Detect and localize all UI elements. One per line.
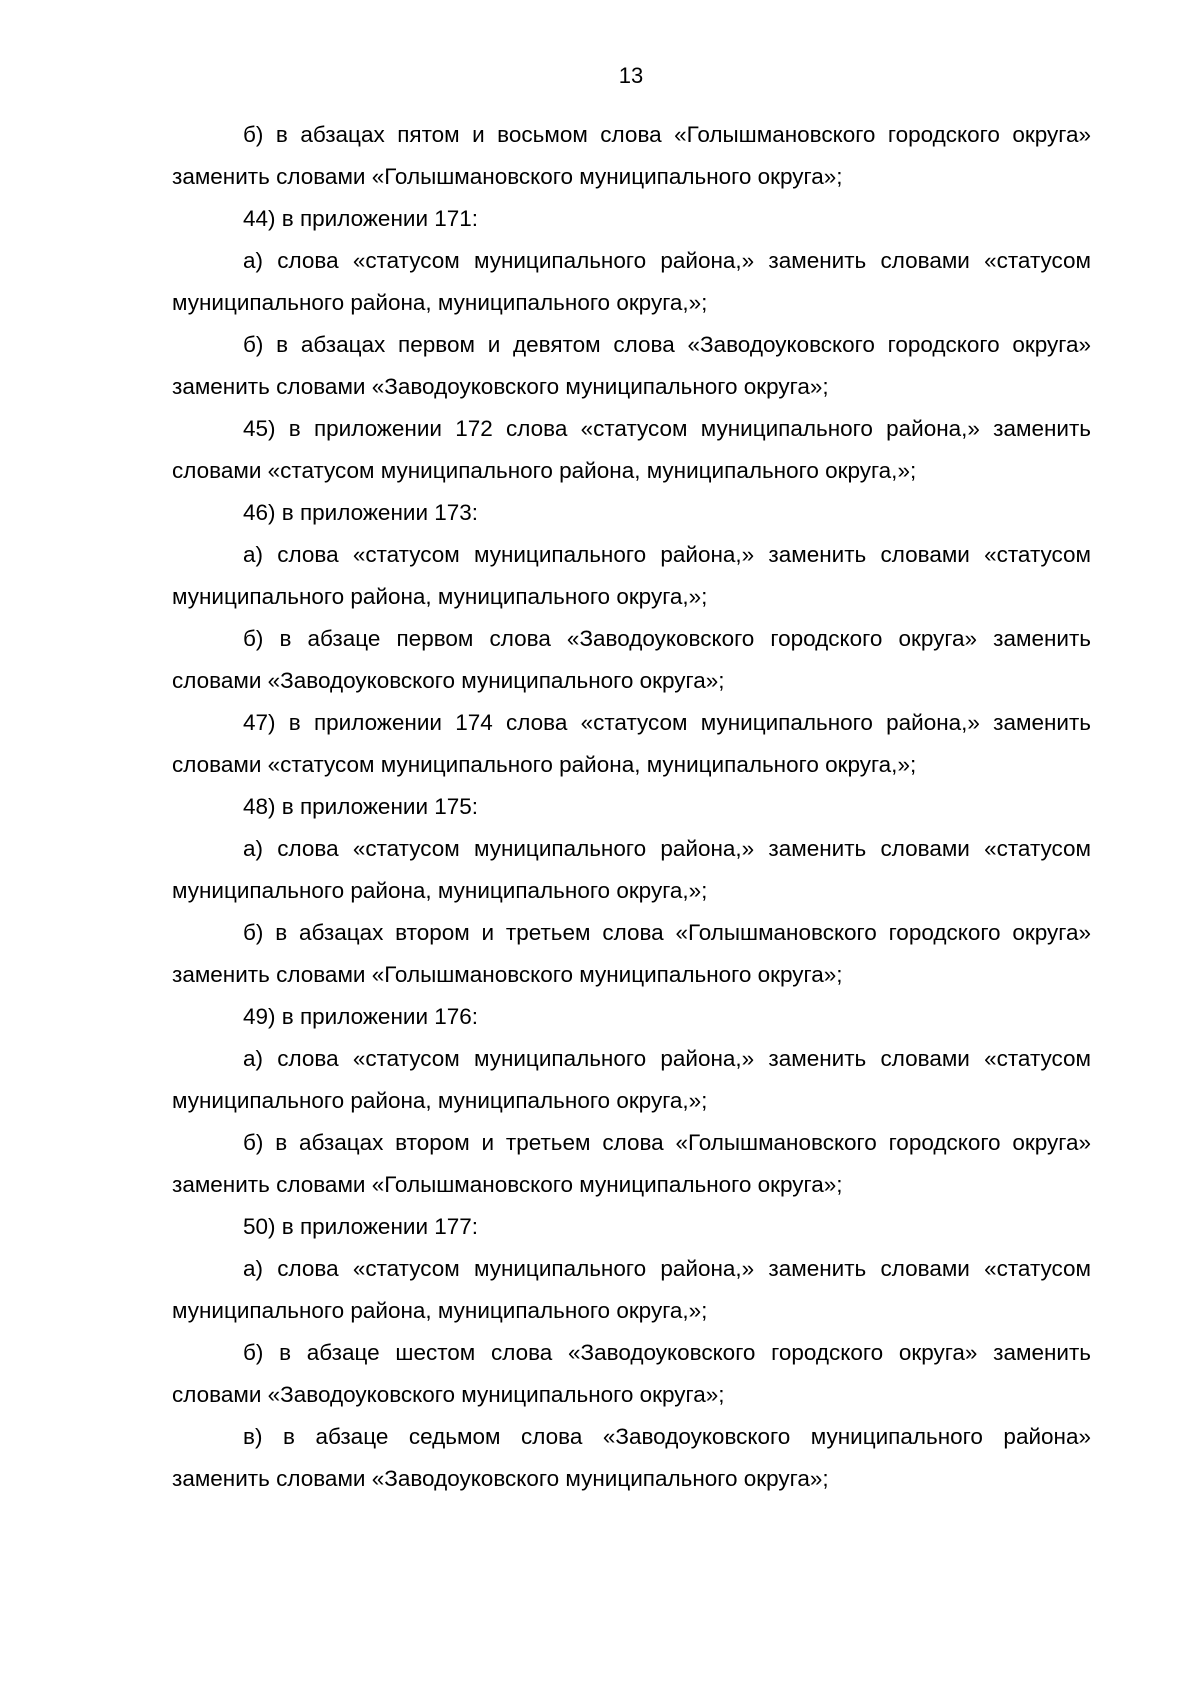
item-46-heading: 46) в приложении 173: [243,500,479,525]
item-48-heading: 48) в приложении 175: [243,794,479,819]
paragraph-v-item-50: в) в абзаце седьмом слова «Заводоуковского муниципального района» заменить словами «Заводоуковского муниципального округа»; [172,1424,1091,1491]
paragraph-b-item-46: б) в абзаце первом слова «Заводоуковского городского округа» заменить словами «Заводоуковского муниципального округа»; [172,626,1091,693]
paragraph-b-item-49: б) в абзацах втором и третьем слова «Голышмановского городского округа» заменить словами «Голышмановского муниципального округа»; [172,1130,1091,1197]
item-49-heading: 49) в приложении 176: [243,1004,479,1029]
paragraph-b-item-43: б) в абзацах пятом и восьмом слова «Голышмановского городского округа» заменить словами «Голышмановского муниципального округа»; [172,122,1091,189]
item-47: 47) в приложении 174 слова «статусом муниципального района,» заменить словами «статусом муниципального района, муниципального округа,»; [172,710,1091,777]
paragraph-a-item-50: а) слова «статусом муниципального района,» заменить словами «статусом муниципального района, муниципального округа,»; [172,1256,1091,1323]
paragraph-b-item-50: б) в абзаце шестом слова «Заводоуковского городского округа» заменить словами «Заводоуковского муниципального округа»; [172,1340,1091,1407]
page-number: 13 [618,63,644,88]
paragraph-a-item-48: а) слова «статусом муниципального района,» заменить словами «статусом муниципального района, муниципального округа,»; [172,836,1091,903]
paragraph-a-item-46: а) слова «статусом муниципального района,» заменить словами «статусом муниципального района, муниципального округа,»; [172,542,1091,609]
document-body [172,114,1091,1500]
paragraph-b-item-48: б) в абзацах втором и третьем слова «Голышмановского городского округа» заменить словами «Голышмановского муниципального округа»; [172,920,1091,987]
item-44-heading: 44) в приложении 171: [243,206,479,231]
paragraph-a-item-49: а) слова «статусом муниципального района,» заменить словами «статусом муниципального района, муниципального округа,»; [172,1046,1091,1113]
paragraph-a-item-44: а) слова «статусом муниципального района,» заменить словами «статусом муниципального района, муниципального округа,»; [172,248,1091,315]
paragraph-b-item-44: б) в абзацах первом и девятом слова «Заводоуковского городского округа» заменить словами «Заводоуковского муниципального округа»; [172,332,1091,399]
item-45: 45) в приложении 172 слова «статусом муниципального района,» заменить словами «статусом муниципального района, муниципального округа,»; [172,416,1091,483]
item-50-heading: 50) в приложении 177: [243,1214,479,1239]
